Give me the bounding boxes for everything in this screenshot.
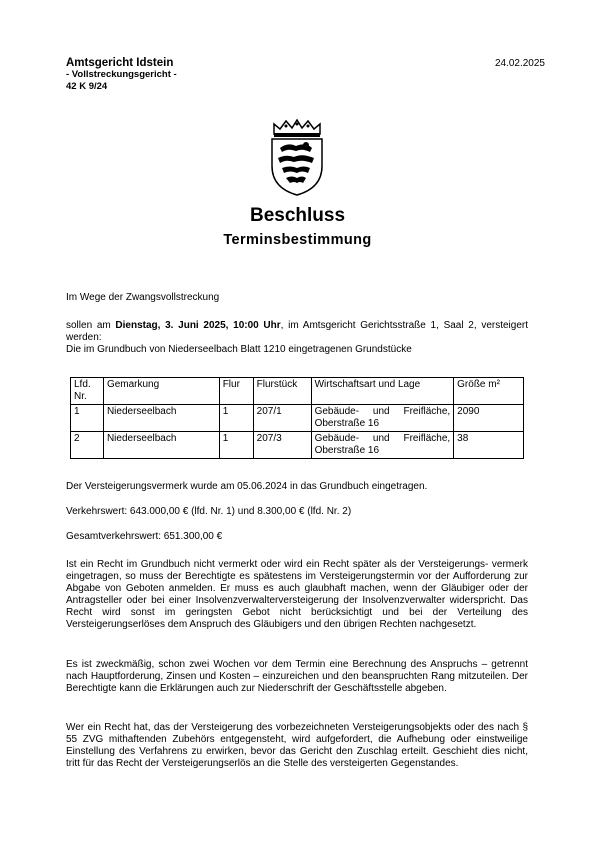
court-name: Amtsgericht Idstein xyxy=(66,57,174,69)
gesamtverkehrswert-text: Gesamtverkehrswert: 651.300,00 € xyxy=(66,531,223,542)
table-cell: Niederseelbach xyxy=(103,405,219,432)
document-subtitle: Terminsbestimmung xyxy=(223,232,372,248)
vermerk-text: Der Versteigerungsvermerk wurde am 05.06.2024 in das Grundbuch eingetragen. xyxy=(66,481,428,492)
auction-suffix: , im Amtsgericht Gerichtsstraße 1, Saal 2, versteigert werden: xyxy=(66,320,529,343)
table-cell: 207/3 xyxy=(253,432,311,459)
verkehrswert-text: Verkehrswert: 643.000,00 € (lfd. Nr. 1) und 8.300,00 € (lfd. Nr. 2) xyxy=(66,506,352,517)
document-date: 24.02.2025 xyxy=(494,58,545,69)
table-cell: 2090 xyxy=(454,405,524,432)
table-cell: 38 xyxy=(454,432,524,459)
zweckmaessig-paragraph: Es ist zweckmäßig, schon zwei Wochen vor dem Termin eine Berechnung des Anspruchs – getrennt nach Hauptforderung, Zinsen und Kosten – einzureichen und den beanspruchten Rang mitzuteilen. Der Berechtigte kann die Erklärungen auch zur Niederschrift der Geschäftsstelle abgeben. xyxy=(66,659,528,694)
property-table xyxy=(70,377,524,459)
auction-text xyxy=(66,320,528,344)
hessen-coat-of-arms-icon xyxy=(266,118,328,196)
table-cell: 2 xyxy=(71,432,104,459)
table-cell: Niederseelbach xyxy=(103,432,219,459)
table-header-cell: Lfd. Nr. xyxy=(71,378,104,405)
auction-prefix: sollen am xyxy=(66,320,116,331)
auction-properties-line: Die im Grundbuch von Niederseelbach Blatt 1210 eingetragenen Grundstücke xyxy=(66,344,412,355)
table-cell: Gebäude- und Freifläche, Oberstraße 16 xyxy=(311,432,454,459)
table-header-cell: Größe m² xyxy=(454,378,524,405)
auction-date-time: Dienstag, 3. Juni 2025, 10:00 Uhr xyxy=(115,320,281,331)
court-header xyxy=(66,57,177,93)
table-cell: 1 xyxy=(219,432,253,459)
case-number: 42 K 9/24 xyxy=(66,81,108,92)
table-header-cell: Gemarkung xyxy=(103,378,219,405)
table-row xyxy=(71,432,524,459)
table-header-cell: Wirtschaftsart und Lage xyxy=(311,378,454,405)
court-department: - Vollstreckungsgericht - xyxy=(66,69,177,80)
table-header-cell: Flurstück xyxy=(253,378,311,405)
intro-text: Im Wege der Zwangsvollstreckung xyxy=(66,292,220,303)
table-header-row xyxy=(71,378,524,405)
recht-paragraph: Ist ein Recht im Grundbuch nicht vermerkt oder wird ein Recht später als der Versteigerungs- vermerk eingetragen, so muss der Berechtigte es spätestens im Versteigerungstermin vor der Aufforderung zur Abgabe von Geboten anmelden. Er muss es auch glaubhaft machen, wenn der Gläubiger oder der Antragsteller oder bei einer Insolvenzverwalterversteigerung der Insolvenzverwalter widerspricht. Das Recht wird sonst im geringsten Gebot nicht berücksichtigt und bei der Verteilung des Versteigerungserlöses dem Anspruch des Gläubigers und den übrigen Rechten nachgesetzt. xyxy=(66,559,528,630)
table-cell: 1 xyxy=(219,405,253,432)
table-row xyxy=(71,405,524,432)
table-cell: 1 xyxy=(71,405,104,432)
table-cell: Gebäude- und Freifläche, Oberstraße 16 xyxy=(311,405,454,432)
document-title: Beschluss xyxy=(249,205,346,226)
table-header-cell: Flur xyxy=(219,378,253,405)
table-cell: 207/1 xyxy=(253,405,311,432)
widerspruch-paragraph: Wer ein Recht hat, das der Versteigerung des vorbezeichneten Versteigerungsobjekts oder des nach § 55 ZVG mithaftenden Zubehörs entgegensteht, wird aufgefordert, die Aufhebung oder einstweilige Einstellung des Verfahrens zu erwirken, bevor das Gericht den Zuschlag erteilt. Geschieht dies nicht, tritt für das Recht der Versteigerungserlös an die Stelle des versteigerten Gegenstandes. xyxy=(66,722,528,769)
